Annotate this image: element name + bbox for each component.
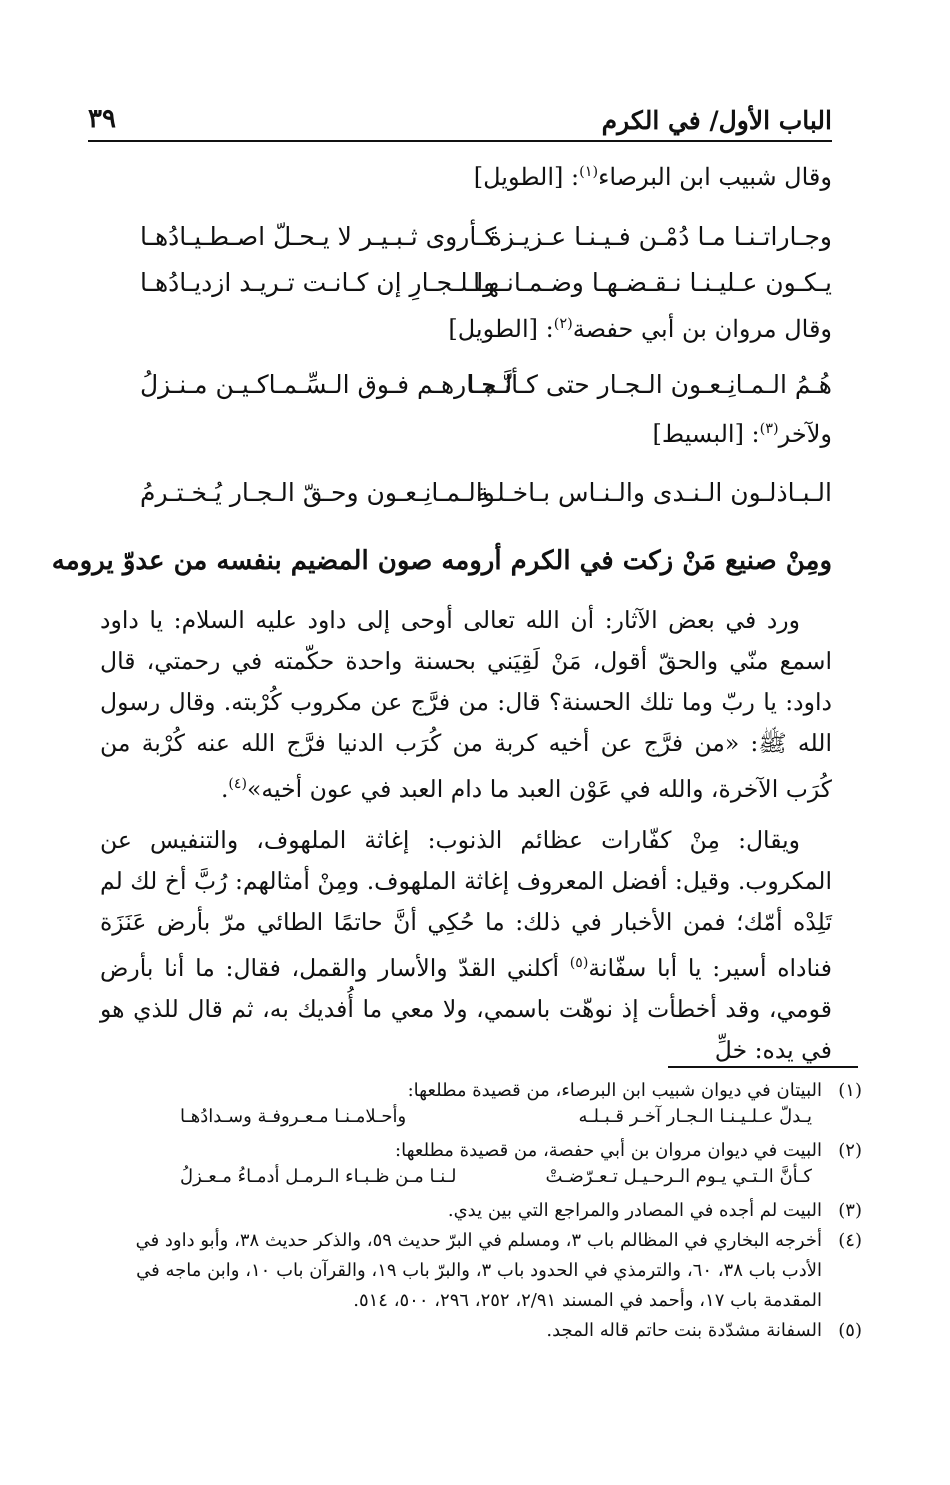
footnote-number: (٢) <box>838 1140 862 1161</box>
chapter-title: الباب الأول/ في الكرم <box>601 106 832 135</box>
verse-hemistich-second: لـنـا مـن ظـبـاء الـرمـل أدمـاءُ مـعـزلُ <box>180 1166 457 1187</box>
verse-hemistich-first: وجـاراتـنـا مـا دُمْـن فـيـنـا عـزيـزة <box>488 222 832 251</box>
poem-intro: وقال مروان بن أبي حفصة$^{(٢)}$: [الطويل] <box>448 315 832 343</box>
footnote-number: (٣) <box>838 1200 862 1221</box>
verse-hemistich-second: لـجـارهـم فـوق الـسِّـمـاكـيـن مـنـزلُ <box>140 370 513 399</box>
verse-hemistich-second: وأحـلامـنـا مـعـروفـة وسـدادُهـا <box>180 1106 407 1127</box>
verse-hemistich-second: كـأروى ثـبـيـر لا يـحـلّ اصـطـيـادُهـا <box>140 222 497 251</box>
verse-hemistich-second: ولـلـجـارِ إن كـانـت تـريـد ازديـادُهـا <box>140 268 496 297</box>
footnote <box>100 1316 862 1346</box>
footnote-text: السفانة مشدّدة بنت حاتم قاله المجد. <box>546 1320 822 1341</box>
verse-line <box>140 478 832 518</box>
verse-hemistich-first: يـدلّ عـلـيـنـا الـجـار آخـر قـبـلـه <box>578 1106 812 1127</box>
footnote <box>100 1076 862 1106</box>
verse-line <box>140 370 832 410</box>
verse-line <box>140 268 832 308</box>
verse-line <box>140 222 832 262</box>
footnote <box>100 1226 862 1316</box>
verse-hemistich-first: يـكـون عـليـنـا نـقـضـهـا وضـمـانـهـا <box>473 268 832 297</box>
verse-hemistich-second: والـمـانِـعـون وحـقّ الـجـار يُـخـتـرمُ <box>140 478 495 507</box>
footnote-text: البيت لم أجده في المصادر والمراجع التي بين يدي. <box>447 1200 822 1221</box>
footnote-number: (٥) <box>838 1320 862 1341</box>
page-number: ٣٩ <box>88 104 116 134</box>
poem-intro: ولآخر$^{(٣)}$: [البسيط] <box>652 420 832 448</box>
footnotes <box>100 1076 862 1346</box>
verse-hemistich-first: هُـمُ الـمـانِـعـون الـجـار حتى كـأنَّـمـا <box>467 370 832 399</box>
footnote-text: البيت في ديوان مروان بن أبي حفصة، من قصيدة مطلعها: <box>395 1140 822 1161</box>
footnote-text: أخرجه البخاري في المظالم باب ٣، ومسلم في البرّ حديث ٥٩، والذكر حديث ٣٨، وأبو داود في الأدب باب ٣٨، ٦٠، والترمذي في الحدود باب ٣، والبرّ باب ١٩، والقرآن باب ١٠، وابن ماجه في المقدمة باب ١٧، وأحمد في المسند ٢/٩١، ٢٥٢، ٢٩٦، ٥٠٠، ٥١٤. <box>135 1230 822 1311</box>
verse-hemistich-first: كـأنَّ الـتـي يـوم الـرحـيـل تـعـرّضـتْ <box>545 1166 812 1187</box>
verse-hemistich-first: الـبـاذلـون الـنـدى والـنـاس بـاخـلـة <box>476 478 832 507</box>
footnote-separator <box>668 1066 858 1068</box>
body-paragraph: ورد في بعض الآثار: أن الله تعالى أوحى إلى داود عليه السلام: يا داود اسمع منّي والحقّ أقول، مَنْ لَقِيَني بحسنة واحدة حكّمته في رحمتي، قال داود: يا ربّ وما تلك الحسنة؟ قال: من فرَّج عن مكروب كُرْبته. وقال رسول الله ﷺ: «من فرَّج عن أخيه كربة من كُرَب الدنيا فرَّج الله عنه كُرْبة من كُرَب الآخرة، والله في عَوْن العبد ما دام العبد في عون أخيه»$^{(٤)}$. <box>100 606 832 803</box>
poem-intro: وقال شبيب ابن البرصاء$^{(١)}$: [الطويل] <box>473 163 832 191</box>
section-heading: ومِنْ صنيع مَنْ زكت في الكرم أرومه صون المضيم بنفسه من عدوّ يرومه <box>51 546 832 576</box>
footnote-verse <box>180 1166 812 1196</box>
body-paragraph: ويقال: مِنْ كفّارات عظائم الذنوب: إغاثة الملهوف، والتنفيس عن المكروب. وقيل: أفضل المعروف إغاثة الملهوف. ومِنْ أمثالهم: رُبَّ أخ لك لم تَلِدْه أمّك؛ فمن الأخبار في ذلك: ما حُكِي أنَّ حاتمًا الطائي مرّ بأرض عَنَزَة فناداه أسير: يا أبا سفّانة$^{(٥)}$ أكلني القدّ والأسار والقمل، فقال: ما أنا بأرض قومي، وقد أخطأت إذ نوهّت باسمي، ولا معي ما أُفديك به، ثم قال للذي هو في يده: خلِّ <box>100 826 832 1064</box>
footnote-verse <box>180 1106 812 1136</box>
running-header <box>88 100 832 142</box>
footnote-number: (١) <box>838 1080 862 1101</box>
footnote <box>100 1196 862 1226</box>
footnote-number: (٤) <box>838 1230 862 1251</box>
footnote <box>100 1136 862 1166</box>
footnote-text: البيتان في ديوان شبيب ابن البرصاء، من قصيدة مطلعها: <box>407 1080 822 1101</box>
